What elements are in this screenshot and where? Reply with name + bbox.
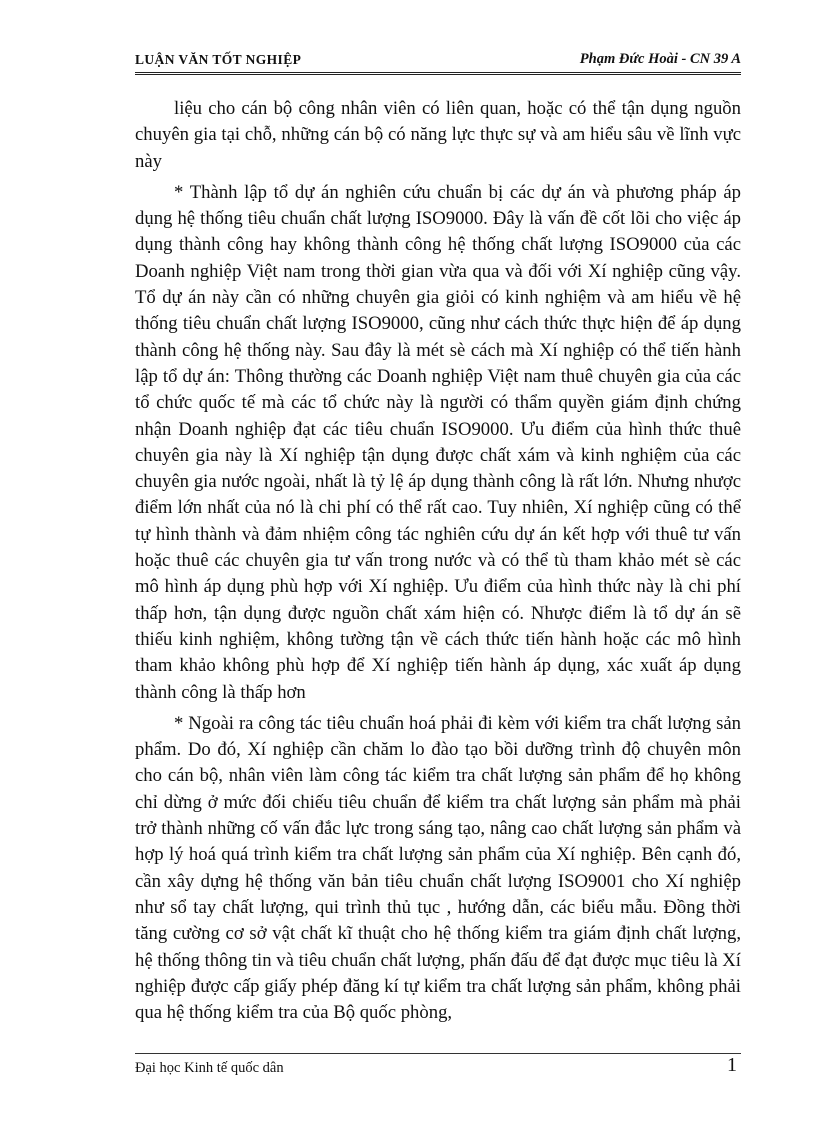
author-name: Phạm Đức Hoài - CN 39 A: [579, 51, 741, 67]
page-footer: [135, 1053, 741, 1081]
thesis-title: LUẬN VĂN TỐT NGHIỆP: [135, 52, 302, 67]
page-header: [135, 50, 741, 75]
paragraph: * Ngoài ra công tác tiêu chuẩn hoá phải đi kèm với kiểm tra chất lượng sản phẩm. Do đó, Xí nghiệp cần chăm lo đào tạo bồi dưỡng trình độ chuyên môn cho cán bộ, nhân viên làm công tác kiểm tra chất lượng sản phẩm để họ không chỉ dừng ở mức đối chiếu tiêu chuẩn để kiểm tra chất lượng sản phẩm mà phải trở thành những cố vấn đắc lực trong sáng tạo, nâng cao chất lượng sản phẩm và hợp lý hoá quá trình kiểm tra chất lượng sản phẩm của Xí nghiệp. Bên cạnh đó, cần xây dựng hệ thống văn bản tiêu chuẩn chất lượng ISO9001 cho Xí nghiệp như sổ tay chất lượng, qui trình thủ tục , hướng dẫn, các biểu mẫu. Đồng thời tăng cường cơ sở vật chất kĩ thuật cho hệ thống kiểm tra giám định chất lượng, hệ thống thông tin và tiêu chuẩn chất lượng, phấn đấu để đạt được mục tiêu là Xí nghiệp được cấp giấy phép đăng kí tự kiểm tra chất lượng sản phẩm, không phải qua hệ thống kiểm tra của Bộ quốc phòng,: [135, 712, 741, 1024]
paragraph: liệu cho cán bộ công nhân viên có liên quan, hoặc có thể tận dụng nguồn chuyên gia tại chỗ, những cán bộ có năng lực thực sự và am hiểu sâu về lĩnh vực này: [135, 98, 741, 172]
paragraph: * Thành lập tổ dự án nghiên cứu chuẩn bị các dự án và phương pháp áp dụng hệ thống tiêu chuẩn chất lượng ISO9000. Đây là vấn đề cốt lõi cho việc áp dụng thành công hay không thành công hệ thống chất lượng ISO9000 của các Doanh nghiệp Việt nam trong thời gian vừa qua và đối với Xí nghiệp cũng vậy. Tổ dự án này cần có những chuyên gia giỏi có kinh nghiệm và am hiểu về hệ thống tiêu chuẩn chất lượng ISO9000, cũng như cách thức thực hiện để áp dụng thành công hệ thống này. Sau đây là mét sè cách mà Xí nghiệp có thể tiến hành lập tổ dự án: Thông thường các Doanh nghiệp Việt nam thuê chuyên gia của các tổ chức quốc tế mà các tổ chức này là người có thẩm quyền giám định chứng nhận Doanh nghiệp đạt các tiêu chuẩn ISO9000. Ưu điểm của hình thức thuê chuyên gia này là Xí nghiệp tận dụng được chất xám và kinh nghiệm của các chuyên gia nước ngoài, nhất là tỷ lệ áp dụng thành công là rất lớn. Nhưng nhược điểm lớn nhất của nó là chi phí có thể rất cao. Tuy nhiên, Xí nghiệp cũng có thể tự hình thành và đảm nhiệm công tác nghiên cứu dự án kết hợp với thuê tư vấn hoặc thuê các chuyên gia tư vấn trong nước và có thể tù tham khảo mét sè các mô hình áp dụng phù hợp với Xí nghiệp. Ưu điểm của hình thức này là chi phí thấp hơn, tận dụng được nguồn chất xám hiện có. Nhược điểm là tổ dự án sẽ thiếu kinh nghiệm, không tường tận về cách thức tiến hành hoặc các mô hình tham khảo không phù hợp để Xí nghiệp tiến hành áp dụng, xác xuất áp dụng thành công là thấp hơn: [135, 181, 741, 703]
university-name: Đại học Kinh tế quốc dân: [135, 1060, 284, 1076]
page-number: 1: [727, 1054, 737, 1076]
body-text: [135, 96, 741, 1031]
